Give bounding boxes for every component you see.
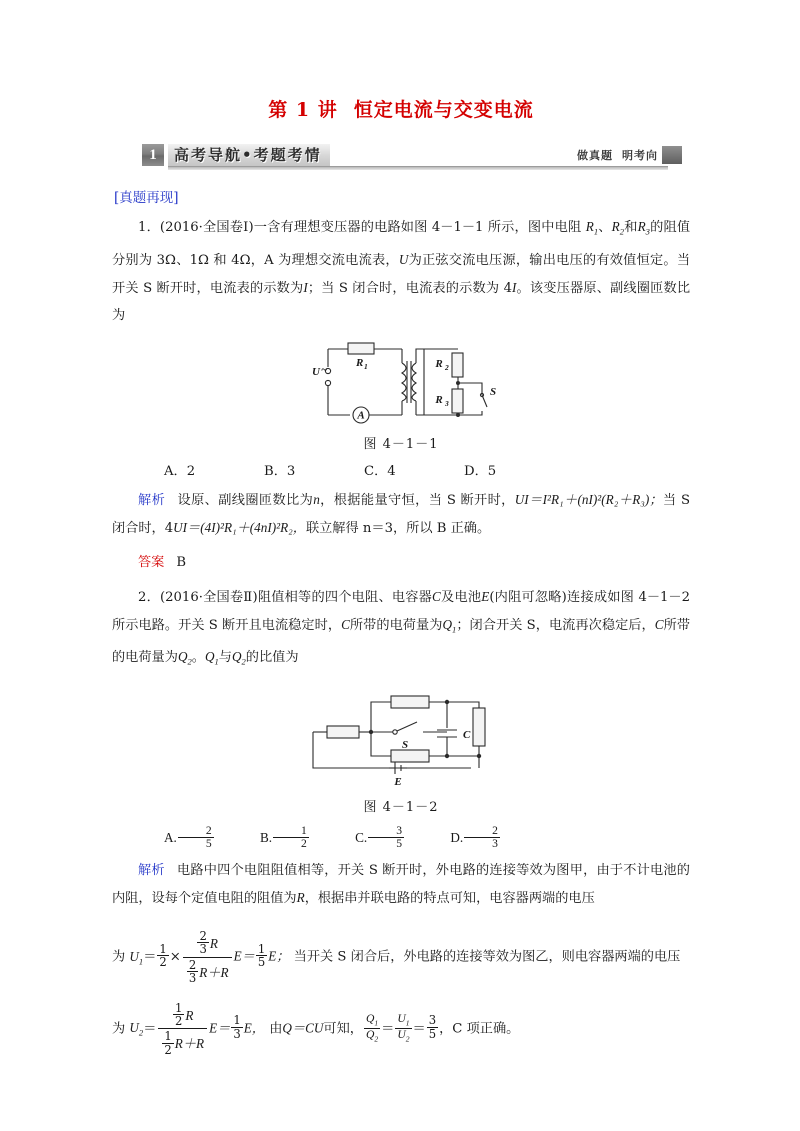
q1-option-c[interactable]: C．4 (364, 463, 396, 479)
f1-bigden-rest: R＋R (199, 964, 229, 980)
q1-stem-text-7: 压器原、副线圈匝数比为 (112, 280, 691, 323)
q2-option-d-label: D. (450, 829, 464, 845)
q1-answer-value: B (176, 554, 187, 570)
q2-options (112, 825, 690, 850)
q1-r2-sub: 2 (619, 226, 625, 237)
figure-4-1-2 (112, 684, 690, 815)
secondary-coil (412, 363, 416, 401)
capacitor-label-c: C (463, 728, 471, 741)
f2-res-num: 1 (233, 1013, 241, 1028)
q2-solution-text-2: 电池的内阻，设每个定值电阻的阻值为 (112, 863, 690, 907)
q2-C-2: C (341, 616, 350, 632)
f1-half-den: 2 (159, 954, 167, 969)
q1-stem-text-2: 的阻值分别为 3Ω、1Ω 和 4Ω，A 为理想交流电流表， (112, 220, 691, 268)
q2-Q1-ref: Q (204, 649, 215, 665)
f2-bigden-frac-den: 2 (164, 1042, 172, 1057)
q2-option-c-label: C. (355, 829, 368, 845)
f1-bignum-frac-num: 2 (199, 929, 207, 944)
q1-option-b[interactable]: B．3 (264, 463, 296, 479)
q1-solution-label: 解析 (138, 492, 166, 508)
q2-stem-text-9: 。 (191, 650, 205, 666)
f1-half-num: 1 (159, 941, 167, 956)
f2-know: 可知， (323, 1021, 363, 1037)
q2-stem-text-2: 及电池 (440, 589, 482, 605)
section-tag: [真题再现] (114, 190, 179, 206)
f2-ratio-v-den: 5 (428, 1026, 437, 1041)
q2-Q2-ref: Q (231, 649, 242, 665)
resistor-left (327, 726, 359, 738)
capacitor-circuit-diagram (291, 684, 511, 792)
figure-4-1-1 (112, 337, 690, 452)
q2-option-b-num: 1 (301, 823, 307, 837)
figure-2-caption: 图 4－1－2 (363, 799, 439, 815)
f1-bignum-frac-den: 3 (199, 942, 207, 957)
q1-solution-text-2: ，根据能量守恒，当 S 断开时， (319, 492, 515, 508)
q1-I2: I (511, 279, 517, 295)
q2-stem-text-5: 所带的电荷量为 (349, 617, 443, 633)
q2-option-c-den: 5 (368, 837, 404, 850)
banner-right-1: 做真题 (577, 149, 613, 162)
page-content (112, 0, 690, 1056)
q1-solution-text-5: n＝3，所以 B 正确。 (362, 520, 491, 536)
q1-solution-text-1: 设原、副线圈匝数比为 (177, 492, 314, 508)
switch-blade (397, 722, 417, 731)
q1-solution-n: n (313, 491, 320, 507)
q1-option-a[interactable]: A．2 (164, 463, 196, 479)
battery-label-e: E (394, 775, 402, 788)
f2-lhs: U (129, 1020, 139, 1036)
q2-stem-text-3: (内阻可忽略)连接成如 (489, 589, 621, 605)
q1-r1-sub: 1 (593, 226, 599, 237)
f2-bignum-frac-num: 1 (175, 1001, 183, 1016)
r3-sub: 3 (445, 398, 449, 408)
f2-ratio-u-den: U (397, 1027, 406, 1041)
f2-ratio-u-num-sub: 1 (405, 1018, 410, 1028)
f2-res-E: E， (243, 1020, 265, 1036)
q1-stem (112, 213, 690, 329)
source-terminal-bottom (325, 380, 330, 385)
q2-option-c-num: 3 (396, 823, 403, 837)
lecture-number: 第 1 讲 (268, 99, 338, 121)
f1-bigden-frac-num: 2 (188, 957, 197, 972)
f1-bigden-frac-den: 3 (188, 970, 197, 985)
f2-ratio-u-den-sub: 2 (405, 1033, 410, 1043)
f2-by: 由 (269, 1021, 283, 1037)
q2-formula-1 (112, 930, 690, 984)
q1-solution-text-4: 联立解得 (305, 520, 359, 536)
banner-number-badge: 1 (142, 144, 164, 166)
f1-times: × (169, 949, 181, 965)
f1-res-den: 5 (257, 954, 266, 969)
banner-label: 高考导航•考题考情 (168, 144, 330, 166)
f2-ratio-v-num: 3 (428, 1013, 437, 1028)
f2-res-den: 3 (233, 1026, 241, 1041)
switch-label-s2: S (401, 738, 409, 751)
resistor-right (473, 708, 485, 746)
q2-option-b[interactable] (234, 825, 310, 850)
resistor-bottom (391, 750, 429, 762)
q1-dun: 、 (598, 220, 612, 235)
page-title (112, 95, 690, 122)
q1-stem-text-6: 。该变 (516, 280, 557, 296)
resistor-r3 (452, 389, 463, 413)
q2-solution-text-3: ，根据串并联电路的特点可知，电容器两端的电压 (304, 891, 595, 907)
q2-stem (112, 583, 690, 676)
f2-qcu: Q＝CU (282, 1020, 324, 1036)
q2-solution-label: 解析 (138, 863, 165, 879)
q1-options (112, 460, 690, 479)
q2-Q2: Q (177, 649, 188, 665)
q2-option-d[interactable] (424, 825, 501, 850)
q2-Q1-ref-sub: 1 (214, 656, 219, 667)
q1-r3-sub: 3 (645, 226, 650, 237)
f2-prefix: 为 (112, 1021, 126, 1037)
r2-sub: 2 (445, 362, 449, 372)
q2-solution-text-1: 电路中四个电阻阻值相等，开关 S 断开时，外电路的连接等效为图甲，由于不计 (176, 863, 651, 879)
banner-rule (168, 166, 668, 170)
ac-sign: ~ (321, 363, 328, 376)
f2-tail: ，C 项正确。 (439, 1021, 520, 1037)
f1-prefix: 为 (112, 949, 126, 965)
f2-bignum-R: R (185, 1008, 194, 1024)
q1-solution (112, 486, 690, 542)
lecture-name: 恒定电流与交变电流 (353, 99, 534, 121)
resistor-top (391, 696, 429, 708)
banner-end-cap (662, 146, 682, 164)
f2-eq2: ＝ (381, 1021, 395, 1037)
f2-ratio-q-num-sub: 1 (374, 1018, 379, 1028)
f2-ratio-u-num: U (397, 1012, 406, 1026)
f2-bigden-rest: R＋R (174, 1036, 205, 1052)
switch-label-s: S (490, 385, 496, 398)
q2-Q2-ref-sub: 2 (241, 656, 246, 667)
f2-lhs-sub: 2 (138, 1028, 144, 1039)
figure-1-caption: 图 4－1－1 (363, 436, 439, 452)
q1-answer-label: 答案 (138, 554, 165, 570)
f2-mid: E＝ (209, 1020, 231, 1036)
q2-stem-text-11: 的比值为 (245, 650, 299, 666)
f1-eq: ＝ (143, 949, 157, 965)
switch-pivot-2 (393, 730, 397, 734)
section-banner (112, 144, 690, 170)
node-right (477, 754, 481, 758)
f2-eq3: ＝ (412, 1021, 426, 1037)
q2-option-a-num: 2 (205, 823, 212, 837)
q1-stem-text-1: 1．(2016·全国卷Ⅰ)一含有理想变压器的电路如图 4－1－1 所示，图中电阻 (138, 220, 582, 235)
q2-option-a[interactable] (138, 825, 215, 850)
banner-right-2: 明考向 (622, 149, 658, 162)
q2-C-3: C (654, 616, 664, 632)
f1-lhs-sub: 1 (138, 956, 144, 967)
r1-sub: 1 (364, 361, 368, 371)
q1-answer (112, 549, 690, 576)
f1-lhs: U (129, 948, 139, 964)
q2-option-a-label: A. (164, 829, 177, 845)
q1-I: I (303, 279, 308, 295)
q1-r1: R (585, 219, 594, 234)
f2-eq: ＝ (143, 1021, 157, 1037)
q2-Q1-sub: 1 (452, 624, 457, 635)
q1-solution-formula-2: UI＝(4I)²R₁＋(4nI)²R₂， (173, 519, 306, 535)
q2-Q2-sub: 2 (187, 656, 192, 667)
r3-label: R (435, 393, 443, 406)
f2-ratio-q-num: Q (365, 1012, 375, 1026)
q2-option-d-num: 2 (492, 823, 498, 837)
q2-stem-text-8: 所带的电荷量为 (112, 617, 691, 666)
primary-coil (402, 363, 406, 401)
q2-solution-R: R (296, 890, 305, 906)
q2-stem-text-4: 图 4－1－2 所示电路。开关 S 断开且电流稳定时， (112, 589, 690, 633)
transformer-circuit-diagram (306, 337, 496, 429)
q1-solution-text-3: 当 S 闭合时，4 (112, 492, 691, 536)
q2-stem-text-7: 再次稳定后， (575, 617, 655, 633)
f2-bignum-frac-den: 2 (175, 1014, 183, 1029)
q1-u: U (398, 251, 409, 267)
f1-mid: E＝ (233, 948, 255, 964)
q2-C: C (432, 588, 441, 604)
banner-right-text (577, 147, 658, 163)
q1-r2: R (611, 219, 620, 234)
q2-option-d-den: 3 (464, 837, 500, 850)
r1-label: R (356, 356, 364, 369)
q1-stem-text-3: 为正弦交流电压源，输出电压的 (408, 252, 597, 268)
q2-stem-text-10: 与 (218, 650, 232, 666)
q1-r3: R (637, 219, 646, 234)
q2-option-a-den: 5 (178, 837, 214, 850)
q2-stem-text-6: ；闭合开关 S，电流 (456, 617, 576, 633)
q1-he: 和 (624, 220, 638, 235)
q2-option-b-den: 2 (273, 837, 309, 850)
f1-res-num: 1 (257, 941, 266, 956)
f1-res-E: E； (268, 948, 290, 964)
q1-option-d[interactable]: D．5 (464, 463, 497, 479)
q1-solution-formula-1: UI＝I²R₁＋(nI)²(R₂＋R₃)； (514, 491, 663, 507)
q2-stem-text-1: 2．(2016·全国卷Ⅱ)阻值相等的四个电阻、电容器 (138, 589, 433, 605)
q2-solution (112, 857, 690, 912)
ammeter-label: A (357, 409, 365, 422)
f2-ratio-q-den: Q (365, 1027, 375, 1041)
q1-stem-text-4: 有效值恒定。当开关 S 断开时，电流表的示数为 (112, 252, 691, 296)
q1-stem-text-5: ；当 S 闭合时，电流表的示数为 4 (307, 280, 512, 296)
source-label-u: U (312, 365, 320, 378)
resistor-r2 (452, 353, 463, 377)
q2-Q1: Q (442, 616, 453, 632)
q2-option-c[interactable] (329, 825, 405, 850)
f2-ratio-q-den-sub: 2 (374, 1033, 379, 1043)
f1-tail: 当开关 S 闭合后，外电路的连接等效为图乙，则电容器两端的电压 (293, 949, 681, 965)
f1-bignum-R: R (209, 936, 218, 952)
r2-label: R (435, 357, 443, 370)
q2-option-b-label: B. (259, 829, 273, 845)
q2-formula-2 (112, 1002, 690, 1056)
f2-bigden-frac-num: 1 (164, 1029, 172, 1044)
q2-E: E (481, 588, 490, 604)
